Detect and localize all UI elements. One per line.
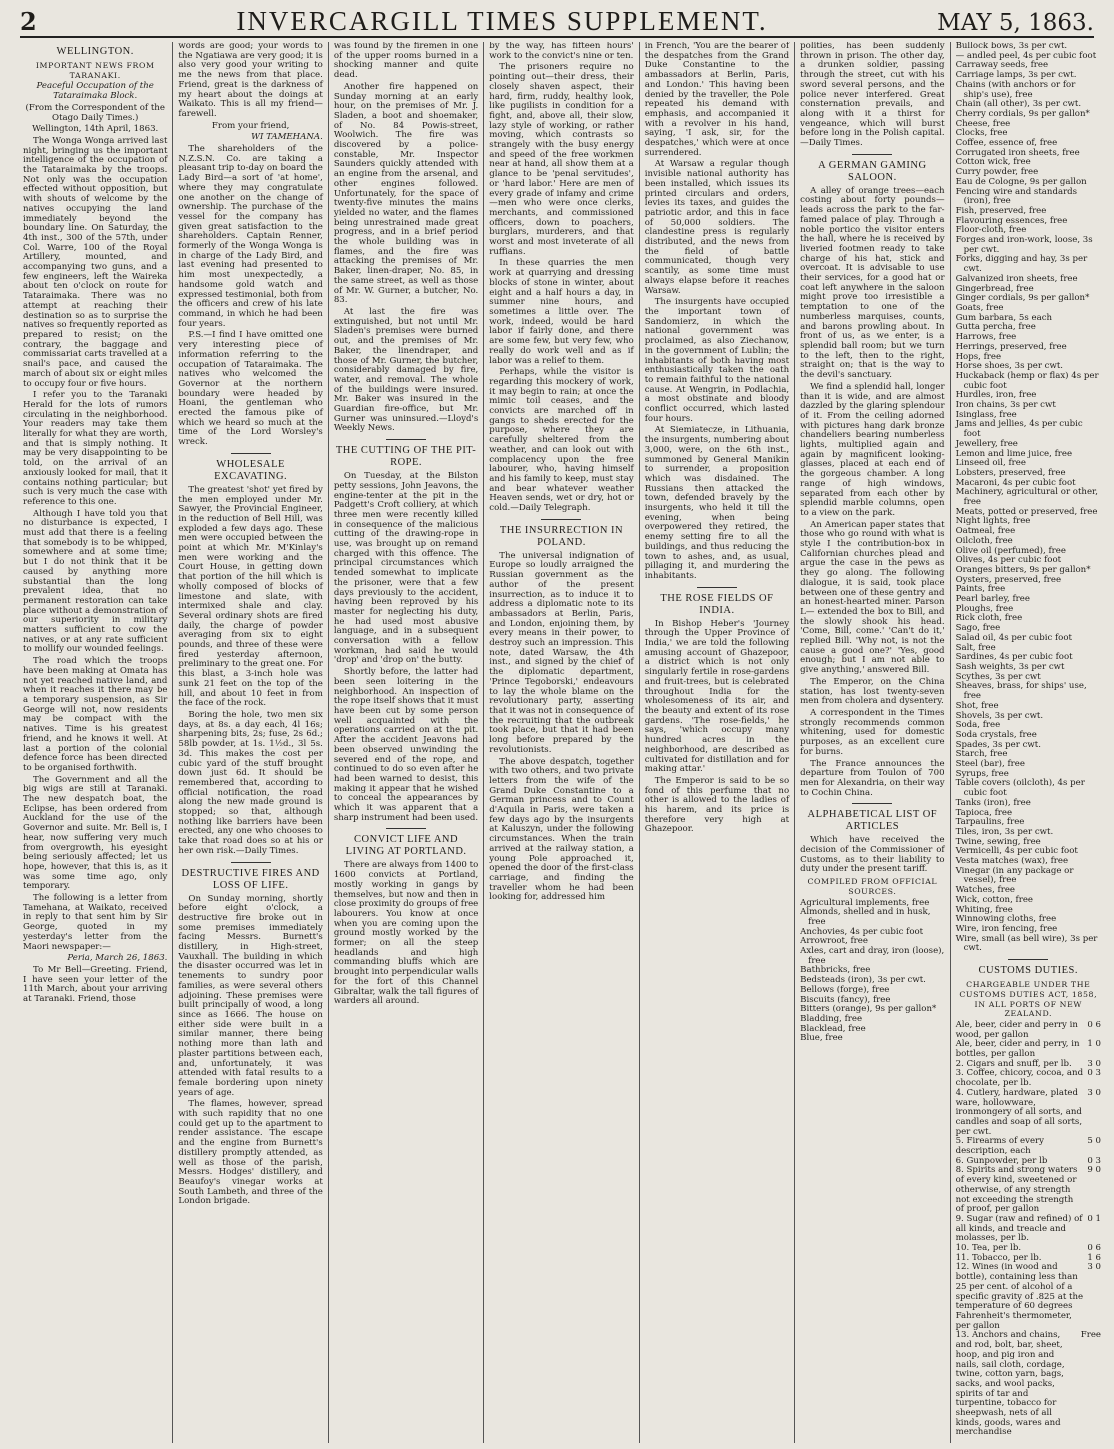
list-item: Carraway seeds, free bbox=[955, 60, 1049, 71]
list-item: Fencing wire and standards (iron), free bbox=[955, 186, 1078, 207]
duty-value: 3 0 bbox=[1087, 1058, 1101, 1069]
list-item: Iron chains, 3s per cwt bbox=[955, 400, 1056, 411]
list-item: Steel (bar), free bbox=[955, 759, 1025, 770]
list-item: Anchovies, 4s per cubic foot bbox=[800, 926, 924, 937]
divider bbox=[386, 439, 426, 440]
paragraph: The following is a letter from Tamehana, at Waikato, received in reply to that sent him by Sir George, quoted in my yesterday's letter from the Maori newspaper:— bbox=[23, 893, 168, 952]
list-item: Chain (all other), 3s per cwt. bbox=[955, 99, 1082, 110]
divider bbox=[852, 803, 892, 804]
paragraph: in French, 'You are the bearer of the despatches from the Grand Duke Constantine to the ambassadors at Berlin, Paris, and London.' This having been denied by the traveller, the Pole repeated his demand with emphasis, and accompanied it with a revolver in his hand, saying, 'I ask, sir, for the despatches,' which were at once surrendered. bbox=[644, 42, 790, 158]
list-item: Axles, cart and dray, iron (loose), free bbox=[800, 946, 945, 966]
paragraph: by the way, has fifteen hours' work to the convict's nine or ten. bbox=[489, 42, 634, 61]
duty-row bbox=[956, 1137, 1101, 1156]
article-heading-fires: DESTRUCTIVE FIRES AND LOSS OF LIFE. bbox=[181, 867, 320, 891]
article-heading-convict-life: CONVICT LIFE AND LIVING AT PORTLAND. bbox=[345, 834, 467, 858]
article-heading-gaming-saloon: A GERMAN GAMING SALOON. bbox=[818, 159, 927, 183]
duty-value: 9 0 bbox=[1087, 1165, 1101, 1176]
list-item: Gum barbara, 5s each bbox=[955, 312, 1053, 323]
list-item: Eau de Cologne, 9s per gallon bbox=[955, 176, 1087, 187]
list-item: Gutta percha, free bbox=[955, 322, 1036, 333]
list-item: Tarpaulins, free bbox=[955, 817, 1025, 828]
duty-label: 11. Tobacco, per lb. bbox=[955, 1252, 1042, 1263]
duty-value: 0 1 bbox=[1087, 1213, 1101, 1224]
list-source: COMPILED FROM OFFICIAL SOURCES. bbox=[807, 877, 938, 896]
list-item: Curry powder, free bbox=[955, 167, 1039, 178]
paragraph: Another fire happened on Sunday morning at an early hour, on the premises of Mr. J. Sladen, a boot and shoemaker, of No. 84 Powis-street, Woolwich. The fire was discovered by a police-constable, Mr. Inspector Saunders quickly attended with an engine from the arsenal, and other engines followed. Unfortunately, for the space of twenty-five minutes the mains yielded no water, and the flames being unrestrained made great progress, and in a brief period the whole building was in flames, and the fire was attacking the premises of Mr. Baker, linen-draper, No. 85, in the same street, as well as those of Mr. W. Gurner, a butcher, No. 83. bbox=[333, 81, 479, 306]
columns bbox=[18, 42, 1106, 1443]
list-item: Chains (with anchors or for ship's use), free bbox=[955, 79, 1076, 100]
list-item: Linseed oil, free bbox=[955, 458, 1026, 469]
paragraph: The Emperor, on the China station, has lost twenty-seven men from cholera and dysentery. bbox=[800, 676, 945, 707]
paragraph: The flames, however, spread with such rapidity that no one could get up to the apartment to render assistance. The escape and the engine from Burnett's distillery promptly attended, as well as those of the parish, Messrs. Hodges' distillery, and Beaufoy's vinegar works at South Lambeth, and three of the London brigade. bbox=[178, 1099, 323, 1207]
article-heading-rose-fields: THE ROSE FIELDS OF INDIA. bbox=[660, 592, 774, 616]
list-item: Twine, sewing, free bbox=[955, 836, 1041, 847]
duty-row bbox=[956, 1331, 1101, 1438]
list-item: Forges and iron-work, loose, 3s per cwt. bbox=[955, 235, 1093, 255]
list-item: Vermicelli, 4s per cubic foot bbox=[955, 846, 1078, 857]
duty-row bbox=[956, 1166, 1101, 1215]
list-item: Lemon and lime juice, free bbox=[955, 448, 1073, 459]
column-1 bbox=[18, 42, 173, 1443]
list-item: Shovels, 3s per cwt. bbox=[955, 710, 1044, 721]
paragraph: The insurgents have occupied the important town of Sandomierz, in which the national government was proclaimed, as also Ziechanow, in the government of Lublin; the inhabitants of both having most enthusiastically taken the oath to remain faithful to the national cause. At Wengrin, in Podlachia, a most obstinate and bloody conflict occurred, which lasted four hours. bbox=[644, 297, 790, 424]
duty-value: 0 6 bbox=[1087, 1243, 1101, 1254]
duty-label: 4. Cutlery, hardware, plated ware, hollowware, ironmongery of all sorts, and candles and soap of all sorts, per cwt. bbox=[955, 1087, 1083, 1137]
paragraph: A alley of orange trees—each costing about forty pounds—leads across the park to the far-famed palace of play. Through a noble portico the visitor enters the hall, where he is received by liveried footmen ready to take charge of his hat, stick and overcoat. It is advisable to use their services, for a good hat or coat left anywhere in the saloon might prove too irresistible a temptation to one of the numberless marquises, counts, and barons prowling about. In front of us, as we enter, is a splendid ball room; but we turn to the left, then to the right, straight on; that is the way to the devil's sanctuary. bbox=[800, 185, 945, 381]
paragraph: words are good; your words to the Ngatiawa are very good; it is also very good your writing to me the news from that place. Friend, great is the darkness of my heart about the doings at Waikato. This is all my friend—farewell. bbox=[178, 42, 323, 119]
list-item: Olive oil (perfumed), free bbox=[955, 545, 1066, 556]
list-item: Wick, cotton, free bbox=[955, 894, 1034, 905]
list-item: Floor-cloth, free bbox=[955, 225, 1027, 236]
list-item: Salad oil, 4s per cubic foot bbox=[955, 632, 1072, 643]
article-heading-customs-duties: CUSTOMS DUTIES. bbox=[978, 965, 1079, 977]
column-6 bbox=[795, 42, 950, 1443]
paragraph: At Siemiatecze, in Lithuania, the insurgents, numbering about 3,000, were, on the 6th inst., summoned by General Manikin to surrender, a proposition which was disdained. The Russians then attacked the town, defended bravely by the insurgents, who held it till the evening, when being overpowered they retired, the enemy setting fire to all the buildings, and thus reducing the town to ashes, and, as usual, pillaging it, and murdering the inhabitants. bbox=[644, 425, 790, 581]
letter-text: To Mr Bell—Greeting. Friend, I have seen your letter of the 11th March, about your arriving at Taranaki. Friend, those bbox=[23, 964, 168, 1005]
list-item: Isinglass, free bbox=[955, 409, 1017, 420]
list-item: Bullock bows, 3s per cwt. bbox=[955, 42, 1068, 51]
duty-value: 1 0 bbox=[1087, 1039, 1101, 1050]
list-item: Gingerbread, free bbox=[955, 283, 1034, 294]
duty-label: 5. Firearms of every description, each bbox=[955, 1136, 1044, 1157]
paragraph: The road which the troops have been making at Omata has not yet reached native land, and when it reaches it there may be a temporary suspension, as Sir George will not, now residents may be compact with the natives. Time is his greatest friend, and he knows it well. At last a portion of the colonial defence force has been directed to be organised forthwith. bbox=[23, 656, 168, 773]
list-item: Soda, free bbox=[955, 720, 1001, 731]
list-item: Cheese, free bbox=[955, 118, 1011, 129]
column-4 bbox=[484, 42, 639, 1443]
list-item: Coffee, essence of, free bbox=[955, 138, 1058, 149]
list-item: Tapioca, free bbox=[955, 807, 1013, 818]
issue-date: MAY 5, 1863. bbox=[937, 10, 1094, 36]
duty-value: 5 0 bbox=[1087, 1136, 1101, 1147]
article-source: (From the Correspondent of the Otago Daily Times.) bbox=[25, 102, 165, 123]
column-2 bbox=[173, 42, 328, 1443]
divider bbox=[852, 154, 892, 155]
paragraph: Boring the hole, two men six days, at 8s. a day each, 4l 16s; sharpening bits, 2s; fuse, 2s 6d.; 58lb powder, at 1s. 1½d., 3l 5s. 3d. This makes the cost per cubic yard of the stuff brought down just 6d. It should be remembered that, according to official notification, the road along the new made ground is stopped; so that, although nothing like barriers have been erected, any one who chooses to take that road does so at his or her own risk.—Daily Times. bbox=[178, 710, 323, 856]
list-item: Lobsters, preserved, free bbox=[955, 467, 1066, 478]
list-item: Corrugated iron sheets, free bbox=[955, 147, 1080, 158]
article-heading-poland: THE INSURRECTION IN POLAND. bbox=[499, 524, 624, 548]
paragraph: In these quarries the men work at quarrying and dressing blocks of stone in winter, about eight and a half hours a day, in summer nine hours, and sometimes a little over. The work, indeed, would be hard labor if fairly done, and there are some few, but very few, who really do work well and as if labor was a relief to them. bbox=[489, 258, 634, 366]
duty-label: Ale, beer, cider and perry in wood, per gallon bbox=[955, 1019, 1078, 1040]
list-item: Watches, free bbox=[955, 885, 1015, 896]
list-item: Bitters (orange), 9s per gallon* bbox=[800, 1004, 937, 1015]
list-item: Rick cloth, free bbox=[955, 613, 1023, 624]
articles-list-continued bbox=[956, 42, 1101, 954]
list-item: Sheaves, brass, for ships' use, free bbox=[955, 681, 1087, 702]
list-item: Tanks (iron), free bbox=[955, 797, 1031, 808]
list-item: Oysters, preserved, free bbox=[955, 574, 1062, 585]
duty-row bbox=[956, 1215, 1101, 1244]
list-item: Sago, free bbox=[955, 623, 1001, 634]
duty-value: 0 6 bbox=[1087, 1019, 1101, 1030]
list-item: Spades, 3s per cwt. bbox=[955, 739, 1041, 750]
list-item: Machinery, agricultural or other, free bbox=[955, 487, 1098, 508]
list-item: Blue, free bbox=[800, 1033, 843, 1044]
paragraph: Perhaps, while the visitor is regarding this mockery of work, it may begin to rain; at once the mimic toil ceases, and the convicts are marched off in gangs to sheds erected for the purpose, where they are carefully sheltered from the weather, and can look out with complacency upon the free labourer, who, having himself and his family to keep, must stay and bear whatever weather Heaven sends, wet or dry, hot or cold.—Daily Telegraph. bbox=[489, 367, 634, 514]
list-item: Ploughs, free bbox=[955, 603, 1014, 614]
paragraph: I refer you to the Taranaki Herald for the lots of rumors circulating in the neighborhood. Your readers may take them literally for what they are worth, and that is simply nothing. It may be very disappointing to be told, on the arrival of an anxiously looked for mail, that it contains nothing particular; but such is very much the case with reference to this one. bbox=[23, 390, 168, 507]
paragraph: The Emperor is said to be so fond of this perfume that no other is allowed to the ladies of his harem, and its price is therefore very high at Ghazepoor. bbox=[644, 775, 790, 835]
list-item: Starch, free bbox=[955, 749, 1008, 760]
list-item: Carriage lamps, 3s per cwt. bbox=[955, 70, 1077, 81]
list-item: Fish, preserved, free bbox=[955, 205, 1047, 216]
paragraph: At last the fire was extinguished, but not until Mr. Sladen's premises were burned out, and the premises of Mr. Baker, the linendraper, and those of Mr. Gurner, the butcher, considerably damaged by fire, water, and removal. The whole of the buildings were insured. Mr. Baker was insured in the Guardian fire-office, but Mr. Gurner was uninsured.—Lloyd's Weekly News. bbox=[333, 306, 479, 434]
list-item: Salt, free bbox=[955, 642, 996, 653]
letter-dateline: Peria, March 26, 1863. bbox=[67, 953, 168, 964]
masthead bbox=[20, 4, 1094, 38]
list-item: Sash weights, 3s per cwt bbox=[955, 662, 1065, 672]
duty-value: Free bbox=[1080, 1330, 1101, 1341]
list-item: Galvanized iron sheets, free bbox=[955, 273, 1078, 284]
paragraph: The greatest 'shot' yet fired by the men employed under Mr. Sawyer, the Provincial Engineer, in the reduction of Bell Hill, was exploded a few days ago. These men were occupied between the point at which Mr. M'Kinlay's men were working and the Court House, in getting down that portion of the hill which is wholly composed of blocks of limestone and slate, with intermixed shale and clay. Several ordinary shots are fired daily, the charge of powder averaging from six to eight pounds, and three of these were fired yesterday afternoon, preliminary to the great one. For this blast, a 3-inch hole was sunk 21 feet on the top of the hill, and about 10 feet in from the face of the rock. bbox=[178, 484, 323, 709]
column-3 bbox=[329, 42, 484, 1443]
duty-row bbox=[956, 1040, 1101, 1059]
list-item: Forks, digging and hay, 3s per cwt. bbox=[955, 254, 1088, 275]
duty-row bbox=[956, 1021, 1101, 1040]
paragraph: Although I have told you that no disturbance is expected, I must add that there is a feeling that somebody is to be whipped, somewhere and at some time; but I do not think that it be caused by anything more substantial than the long prevalent idea, that no permanent restoration can take place without a demonstration of our superiority in military matters sufficient to cow the natives, or at any rate sufficient to mollify our wounded feelings. bbox=[23, 508, 168, 655]
article-heading-excavating: WHOLESALE EXCAVATING. bbox=[214, 458, 288, 482]
list-item: Bladding, free bbox=[800, 1013, 863, 1024]
list-item: Blacklead, free bbox=[800, 1023, 866, 1034]
paragraph: A correspondent in the Times strongly recommends common whitening, used for domestic purposes, as an excellent cure for burns. bbox=[800, 708, 945, 757]
duty-label: 6. Gunpowder, per lb bbox=[955, 1155, 1048, 1166]
list-item: Goats, free bbox=[955, 302, 1004, 313]
list-item: Oatmeal, free bbox=[955, 526, 1016, 537]
list-item: Oranges bitters, 9s per gallon* bbox=[955, 564, 1091, 575]
duty-label: 2. Cigars and snuff, per lb. bbox=[955, 1058, 1072, 1069]
list-item: Clocks, free bbox=[955, 128, 1008, 139]
list-item: Night lights, free bbox=[955, 516, 1031, 527]
divider bbox=[697, 587, 737, 588]
list-item: Jams and jellies, 4s per cubic foot bbox=[955, 419, 1083, 440]
article-heading-pit-rope: THE CUTTING OF THE PIT-ROPE. bbox=[335, 445, 477, 469]
paragraph: was found by the firemen in one of the upper rooms burned in a shocking manner and quite dead. bbox=[333, 42, 479, 81]
duty-row bbox=[956, 1069, 1101, 1088]
paragraph: At Warsaw a regular though invisible national authority has been installed, which issues its printed circulars and orders, levies its taxes, and guides the patriotic ardor, and this in face of 50,000 soldiers. The clandestine press is regularly distributed, and the news from the field of battle communicated, though very scantily, as some time must always elapse before it reaches Warsaw. bbox=[644, 159, 790, 296]
duties-list bbox=[956, 1021, 1101, 1438]
duty-value: 1 6 bbox=[1087, 1252, 1101, 1263]
duty-label: 3. Coffee, chicory, cocoa, and chocolate, per lb. bbox=[955, 1068, 1084, 1089]
list-item: Meats, potted or preserved, free bbox=[955, 506, 1098, 517]
column-5 bbox=[640, 42, 795, 1443]
paragraph: The France announces the departure from Toulon of 700 men for Alexandria, on their way to Cochin China. bbox=[800, 758, 945, 798]
list-item: Jewellery, free bbox=[955, 438, 1018, 449]
paragraph: The above despatch, together with two others, and two private letters from the wife of the Grand Duke Constantine to a German princess and to Count d'Aquila in Paris, were taken a few days ago by the insurgents at Kaluszyn, under the following circumstances. When the train arrived at the railway station, a young Pole approached it, opened the door of the first-class carriage, and finding the traveller whom he had been looking for, addressed him bbox=[489, 756, 634, 903]
article-subheading: IMPORTANT NEWS FROM TARANAKI. bbox=[35, 61, 155, 80]
list-item: Vesta matches (wax), free bbox=[955, 856, 1069, 867]
list-item: — andled peel, 4s per cubic foot bbox=[955, 50, 1097, 61]
list-item: Agricultural implements, free bbox=[800, 897, 930, 908]
paragraph: polities, has been suddenly thrown in prison. The other day, a drunken soldier, passing through the street, cut with his sword several persons, and the police never interfered. Great consternation prevails, and along with it a thirst for vengeance, which will burst before long in the Polish capital.—Daily Times. bbox=[800, 42, 945, 149]
divider bbox=[1008, 959, 1048, 960]
list-item: Pearl barley, free bbox=[955, 594, 1030, 605]
letter-signature: WI TAMEHANA. bbox=[251, 132, 323, 143]
paragraph: The shareholders of the N.Z.S.N. Co. are taking a pleasant trip to-day on board the Lady Bird—a sort of 'at home', where they may congratulate one another on the change of ownership. The purchase of the vessel for the company has given great satisfaction to the shareholders. Captain Renner, formerly of the Wonga Wonga is in charge of the Lady Bird, and last evening had presented to him most unexpectedly, a handsome gold watch and expressed testimonial, both from the officers and crew of his late command, in which he had been four years. bbox=[178, 144, 323, 329]
article-heading-wellington: WELLINGTON. bbox=[56, 46, 134, 57]
list-item: Paints, free bbox=[955, 584, 1006, 595]
duty-value: 0 3 bbox=[1087, 1155, 1101, 1166]
list-item: Olives, 4s per cubic foot bbox=[955, 555, 1062, 566]
page-number: 2 bbox=[20, 7, 37, 36]
column-7 bbox=[951, 42, 1106, 1443]
list-item: Hurdles, iron, free bbox=[955, 390, 1037, 401]
article-heading-articles-list: ALPHABETICAL LIST OF ARTICLES bbox=[807, 809, 938, 833]
list-item: Huckaback (hemp or flax) 4s per cubic foot bbox=[955, 370, 1099, 391]
list-item: Macaroni, 4s per cubic foot bbox=[955, 477, 1076, 488]
list-item: Wire, iron fencing, free bbox=[955, 923, 1058, 934]
list-item: Shot, free bbox=[955, 700, 999, 711]
paragraph: The Government and all the big wigs are still at Taranaki. The new despatch boat, the Eclipse, has been ordered from Auckland for the use of the Governor and suite. Mr. Bell is, I hear, now suffering very much from overgrowth, his eyesight being seriously affected; let us hope, however, that this is, as it was some time ago, only temporary. bbox=[23, 774, 168, 892]
duty-row bbox=[956, 1089, 1101, 1138]
list-item: Wire, small (as bell wire), 3s per cwt. bbox=[955, 933, 1098, 954]
duty-label: 13. Anchors and chains, and rod, bolt, bar, sheet, hoop, and pig iron and nails, sail cloth, cordage, twine, cotton yarn, bags, sacks, and wool packs, spirits of tar and turpentine, tobacco for sheepwash, nets of all kinds, goods, wares and merchandise bbox=[955, 1330, 1065, 1438]
customs-subheading: CHARGEABLE UNDER THE CUSTOMS DUTIES ACT, 1858, IN ALL PORTS OF NEW ZEALAND. bbox=[959, 980, 1098, 1019]
list-intro: Which have received the decision of the Commissioner of Customs, as to their liability to duty under the present tariff. bbox=[800, 835, 945, 875]
article-subtitle: Peaceful Occupation of the Tataraimaka Block. bbox=[36, 81, 154, 102]
list-item: Winnowing cloths, free bbox=[955, 914, 1057, 925]
paragraph: There are always from 1400 to 1600 convicts at Portland, mostly working in gangs by themselves, but now and then in close proximity do groups of free labourers. You know at once when you are coming upon the ground mostly worked by the former; on all the steep headlands and high commanding bluffs which are brought into perpendicular walls for the fort of this Channel Gibraltar, walk the tall figures of warders all around. bbox=[333, 860, 479, 1007]
divider bbox=[541, 519, 581, 520]
list-item: Bedsteads (iron), 3s per cwt. bbox=[800, 975, 926, 986]
paragraph: Shortly before, the latter had been seen loitering in the neighborhood. An inspection of the rope itself shows that it must have been cut by some person well acquainted with the operations carried on at the pit. After the accident Jeavons had been observed unwinding the severed end of the rope, and continued to do so even after he had been warned to desist, this making it appear that he wished to conceal the appearances by which it was apparent that a sharp instrument had been used. bbox=[333, 667, 479, 823]
paragraph: An American paper states that those who go round with what is style I the contribution-box in Californian churches plead and argue the case in the pews as they go along. The following dialogue, it is said, took place between one of these gentry and an honest-hearted miner. Parson L— extended the box to Bill, and the slowly shook his head. 'Come, Bill, come.' 'Can't do it,' replied Bill. 'Why not, is not the cause a good one?' 'Yes, good enough; but I am not able to give anything,' answered Bill. bbox=[800, 519, 945, 676]
paragraph: In Bishop Heber's 'Journey through the Upper Province of India,' we are told the following amusing account of Ghazepoor, a district which is not only singularly fertile in rose-gardens and fruit-trees, but is celebrated throughout India for the wholesomeness of its air, and the beauty and extent of its rose gardens. 'The rose-fields,' he says, 'which occupy many hundred acres in the neighborhood, are described as cultivated for distillation and for making attar.' bbox=[644, 618, 790, 775]
paragraph: On Sunday morning, shortly before eight o'clock, a destructive fire broke out in some premises immediately facing Messrs. Burnett's distillery, in High-street, Vauxhall. The building in which the disaster occurred was let in tenements to sundry poor families, as were several others adjoining. These premises were built principally of wood, a long since as 1666. The house on either side were built in a similar manner, there being nothing more than lath and plaster partitions between each, and, unfortunately, it was attended with fatal results to a female bordering upon ninety years of age. bbox=[178, 893, 323, 1098]
list-item: Table covers (oilcloth), 4s per cubic foot bbox=[955, 778, 1085, 799]
paragraph: The universal indignation of Europe so loudly arraigned the Russian government as the author of the present insurrection, as to induce it to address a diplomatic note to its ambassadors at Berlin, Paris, and London, enjoining them, by every means in their power, to destroy such an impression. This note, dated Warsaw, the 4th inst., and signed by the chief of the diplomatic department, 'Prince Tegoborski,' endeavours to lay the whole blame on the revolutionary party, asserting that it was not in consequence of the recruiting that the outbreak took place, but that it had been long before prepared by the revolutionists. bbox=[489, 550, 634, 755]
duty-row bbox=[956, 1263, 1101, 1331]
list-item: Soda crystals, free bbox=[955, 729, 1037, 740]
list-item: Cotton wick, free bbox=[955, 157, 1031, 168]
paragraph: P.S.—I find I have omitted one very interesting piece of information referring to the occupation of Tataraimaka. The natives who welcomed the Governor at the northern boundary were headed by Hoani, the gentleman who erected the famous pike of which we heard so much at the time of the Lord Worsley's wreck. bbox=[178, 330, 323, 448]
list-item: Cherry cordials, 9s per gallon* bbox=[955, 108, 1090, 119]
list-item: Arrowroot, free bbox=[800, 936, 868, 947]
list-item: Oilcloth, free bbox=[955, 535, 1013, 546]
duty-value: 3 0 bbox=[1087, 1262, 1101, 1273]
list-item: Flavouring essences, free bbox=[955, 215, 1068, 226]
list-item: Bellows (forge), free bbox=[800, 984, 890, 995]
list-item: Almonds, shelled and in husk, free bbox=[800, 907, 931, 927]
list-item: Syrups, free bbox=[955, 768, 1009, 779]
list-item: Hops, free bbox=[955, 351, 1002, 362]
list-item: Vinegar (in any package or vessel), free bbox=[955, 865, 1074, 886]
duty-label: Ale, beer, cider and perry, in bottles, per gallon bbox=[955, 1039, 1080, 1060]
duty-value: 3 0 bbox=[1087, 1087, 1101, 1098]
list-item: Horse shoes, 3s per cwt. bbox=[955, 361, 1064, 372]
letter-signoff: From your friend, bbox=[211, 120, 290, 131]
list-item: Biscuits (fancy), free bbox=[800, 994, 891, 1005]
paragraph: The prisoners require no pointing out—their dress, their closely shaven aspect, their hard, firm, ruddy, healthy look, like pugilists in condition for a fight, and, above all, their slow, lazy style of working, or rather moving, which contrasts so strangely with the busy energy and speed of the free workmen near at hand, all show them at a glance to be 'penal servitudes', or 'hard labor.' Here are men of every grade of infamy and crime—men who were once clerks, merchants, and commissioned officers, down to poachers, burglars, murderers, and that worst and most inveterate of all ruffians. bbox=[489, 62, 634, 257]
list-item: Scythes, 3s per cwt bbox=[955, 671, 1041, 682]
duty-label: 10. Tea, per lb. bbox=[955, 1243, 1022, 1254]
list-item: Ginger cordials, 9s per gallon* bbox=[955, 293, 1090, 304]
list-item: Sardines, 4s per cubic foot bbox=[955, 652, 1073, 663]
duty-label: 12. Wines (in wood and bottle), containing less than 25 per cent. of alcohol of a specific gravity of .825 at the temperature of 60 degrees Fahrenheit's thermometer, per gallon bbox=[955, 1262, 1084, 1331]
list-item: Bathbricks, free bbox=[800, 965, 871, 976]
list-item: Herrings, preserved, free bbox=[955, 341, 1067, 352]
divider bbox=[386, 828, 426, 829]
list-item: Whiting, free bbox=[955, 904, 1013, 915]
paragraph: We find a splendid hall, longer than it is wide, and are almost dazzled by the glaring splendour of it. From the ceiling adorned with pictures hang dark bronze chandeliers bearing numberless lights, multiplied again and again by magnificent looking-glasses, placed at each end of the gorgeous chamber. A long range of high windows, separated from each other by splendid marble columns, open to a view on the park. bbox=[800, 381, 945, 518]
newspaper-title: INVERCARGILL TIMES SUPPLEMENT. bbox=[236, 6, 768, 36]
paragraph: The Wonga Wonga arrived last night, bringing us the important intelligence of the occupation of the Tataraimaka by the troops. Not only was the occupation effected without opposition, but with shouts of welcome by the natives occupying the land immediately beyond the boundary line. On Saturday, the 4th inst., 300 of the 57th, under Col. Warre, 100 of the Royal Artillery, mounted, and accompanying two guns, and a few engineers, left the Waireka about ten o'clock on route for Tataraimaka. There was no attempt at reaching their destination so as to surprise the natives so frequently reported as prepared to resist; on the contrary, the baggage and commissariat carts travelled at a snail's pace, and caused the march of about six or eight miles to occupy four or five hours. bbox=[23, 135, 168, 389]
paragraph: On Tuesday, at the Bilston petty sessions, John Jeavons, the engine-tenter at the pit in the Padgett's Croft colliery, at which three men were recently killed in consequence of the malicious cutting of the drawing-rope in use, was brought up on remand charged with this offence. The principal circumstances which tended somewhat to implicate the prisoner, were that a few days previously to the accident, having been reproved by his master for neglecting his duty, he had used most abusive language, and in a subsequent conversation with a fellow workman, had said he would 'drop' and 'drop on' the butty. bbox=[333, 471, 479, 666]
list-item: Tiles, iron, 3s per cwt. bbox=[955, 826, 1054, 837]
duty-label: 8. Spirits and strong waters of every kind, sweetened or otherwise, of any strength not exceeding the strength of proof, per gallon bbox=[955, 1165, 1078, 1215]
divider bbox=[231, 862, 271, 863]
divider bbox=[231, 453, 271, 454]
duty-label: 9. Sugar (raw and refined) of all kinds, and treacle and molasses, per lb. bbox=[955, 1213, 1083, 1244]
duty-value: 0 3 bbox=[1087, 1068, 1101, 1079]
article-dateline: Wellington, 14th April, 1863. bbox=[32, 124, 159, 135]
articles-list bbox=[800, 899, 944, 1045]
list-item: Harrows, free bbox=[955, 332, 1017, 343]
